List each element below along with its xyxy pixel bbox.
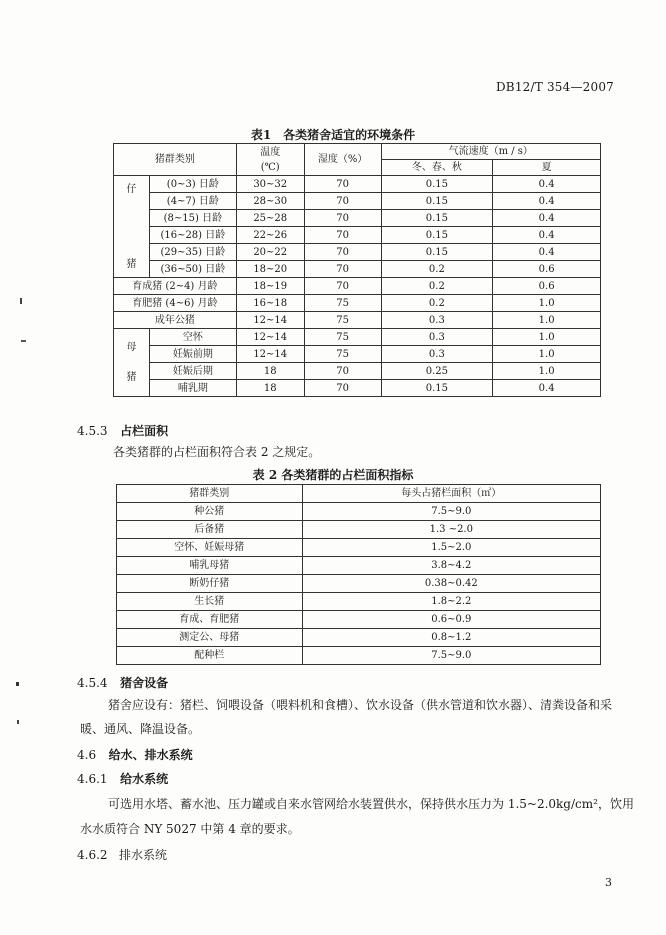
table-row <box>114 261 601 278</box>
row-temp: 12~14 <box>236 312 304 329</box>
table-row <box>114 193 601 210</box>
row-value: 1.5~2.0 <box>302 539 600 557</box>
section-4-5-4-line1: 猪舍应设有：猪栏、饲喂设备（喂料机和食槽）、饮水设备（供水管道和饮水器）、清粪设备和采 <box>108 698 613 712</box>
row-temp: 18~20 <box>236 261 304 278</box>
row-airflow-summer: 0.4 <box>493 210 601 227</box>
section-title: 给水系统 <box>120 772 169 786</box>
area-rows <box>117 503 601 665</box>
row-value: 0.6~0.9 <box>302 611 600 629</box>
table-row <box>114 210 601 227</box>
header-category: 猪群类别 <box>114 144 237 176</box>
row-label: 测定公、母猪 <box>117 629 303 647</box>
row-airflow-summer: 1.0 <box>493 329 601 346</box>
mid-rows <box>114 278 601 329</box>
table-row <box>114 278 601 295</box>
row-value: 1.8~2.2 <box>302 593 600 611</box>
row-temp: 18~19 <box>236 278 304 295</box>
table-row <box>114 363 601 380</box>
sow-rows <box>114 329 601 397</box>
row-airflow-winter: 0.15 <box>381 244 493 261</box>
table-row <box>117 521 601 539</box>
row-airflow-winter: 0.2 <box>381 261 493 278</box>
table-row <box>114 346 601 363</box>
row-label: 种公猪 <box>117 503 303 521</box>
row-label: 生长猪 <box>117 593 303 611</box>
section-4-5-4-line2: 暖、通风、降温设备。 <box>80 722 201 736</box>
row-humidity: 70 <box>304 278 381 295</box>
row-label: 断奶仔猪 <box>117 575 303 593</box>
section-title: 猪舍设备 <box>120 676 169 690</box>
section-4-6-heading <box>77 746 193 763</box>
row-temp: 30~32 <box>236 176 304 193</box>
row-temp: 20~22 <box>236 244 304 261</box>
table-row <box>114 329 601 346</box>
table-row <box>114 380 601 397</box>
row-label: (8~15) 日龄 <box>149 210 236 227</box>
row-humidity: 75 <box>304 312 381 329</box>
row-airflow-winter: 0.3 <box>381 329 493 346</box>
row-label: 后备猪 <box>117 521 303 539</box>
table-row <box>117 539 601 557</box>
row-airflow-summer: 1.0 <box>493 295 601 312</box>
table1-caption: 表1 各类猪舍适宜的环境条件 <box>250 128 416 142</box>
section-4-6-2-heading <box>77 846 167 863</box>
row-value: 1.3 ~2.0 <box>302 521 600 539</box>
piglet-rows <box>114 176 601 278</box>
header-airflow-summer: 夏 <box>493 160 601 176</box>
section-4-5-3-text: 各类猪群的占栏面积符合表 2 之规定。 <box>113 445 321 459</box>
section-number: 4.5.4 <box>77 676 108 690</box>
row-airflow-winter: 0.15 <box>381 193 493 210</box>
row-airflow-winter: 0.3 <box>381 346 493 363</box>
group-char: 仔 <box>126 183 137 195</box>
row-airflow-winter: 0.15 <box>381 380 493 397</box>
table-row <box>117 593 601 611</box>
row-airflow-summer: 0.4 <box>493 227 601 244</box>
row-label: (4~7) 日龄 <box>149 193 236 210</box>
row-airflow-summer: 0.4 <box>493 244 601 261</box>
row-airflow-winter: 0.15 <box>381 227 493 244</box>
header-temp-label: 温度 <box>260 146 281 158</box>
row-label: 育成猪 (2~4) 月龄 <box>114 278 237 295</box>
row-label: 育肥猪 (4~6) 月龄 <box>114 295 237 312</box>
row-temp: 18 <box>236 363 304 380</box>
section-4-5-4-heading <box>77 674 168 691</box>
row-humidity: 70 <box>304 380 381 397</box>
row-temp: 16~18 <box>236 295 304 312</box>
table-row <box>117 647 601 665</box>
group-label-piglet <box>114 176 150 278</box>
row-airflow-winter: 0.25 <box>381 363 493 380</box>
section-4-6-1-line2: 水水质符合 NY 5027 中第 4 章的要求。 <box>80 822 300 836</box>
header-humidity: 湿度（%） <box>304 144 381 176</box>
table-row <box>117 575 601 593</box>
section-number: 4.5.3 <box>77 424 108 438</box>
row-label: 妊娠前期 <box>149 346 236 363</box>
row-airflow-summer: 0.4 <box>493 193 601 210</box>
row-label: 妊娠后期 <box>149 363 236 380</box>
section-number: 4.6 <box>77 748 97 762</box>
row-temp: 22~26 <box>236 227 304 244</box>
group-char: 母 <box>126 342 137 353</box>
group-char: 猪 <box>126 372 137 383</box>
row-airflow-winter: 0.3 <box>381 312 493 329</box>
row-label: 配种栏 <box>117 647 303 665</box>
row-label: (29~35) 日龄 <box>149 244 236 261</box>
row-value: 7.5~9.0 <box>302 503 600 521</box>
section-title: 排水系统 <box>119 848 168 862</box>
table-row <box>117 629 601 647</box>
scan-speck-marks-lower <box>14 680 24 730</box>
table-row <box>117 557 601 575</box>
row-humidity: 75 <box>304 346 381 363</box>
section-number: 4.6.1 <box>77 772 108 786</box>
environment-table <box>113 143 601 397</box>
area-table <box>116 484 601 665</box>
row-airflow-summer: 1.0 <box>493 312 601 329</box>
row-label: (36~50) 日龄 <box>149 261 236 278</box>
table-row <box>117 503 601 521</box>
table-row <box>114 176 601 193</box>
section-4-5-3-heading <box>77 422 168 439</box>
section-4-6-1-line1: 可选用水塔、蓄水池、压力罐或自来水管网给水装置供水，保持供水压力为 1.5~2.0kg/cm²，饮用 <box>108 797 634 811</box>
section-number: 4.6.2 <box>77 848 108 862</box>
header-temp-unit: (℃) <box>260 161 280 173</box>
row-temp: 18 <box>236 380 304 397</box>
row-value: 0.38~0.42 <box>302 575 600 593</box>
table-row <box>114 244 601 261</box>
row-airflow-summer: 1.0 <box>493 363 601 380</box>
header-airflow: 气流速度（m / s） <box>381 144 600 160</box>
row-airflow-winter: 0.2 <box>381 295 493 312</box>
row-temp: 12~14 <box>236 346 304 363</box>
row-value: 0.8~1.2 <box>302 629 600 647</box>
header-airflow-winter: 冬、春、秋 <box>381 160 493 176</box>
row-value: 3.8~4.2 <box>302 557 600 575</box>
table-row <box>114 227 601 244</box>
row-humidity: 70 <box>304 176 381 193</box>
row-airflow-winter: 0.2 <box>381 278 493 295</box>
document-code: DB12/T 354—2007 <box>495 80 614 94</box>
row-humidity: 70 <box>304 244 381 261</box>
section-title: 给水、排水系统 <box>108 748 193 762</box>
table-row <box>114 312 601 329</box>
row-airflow-summer: 0.6 <box>493 278 601 295</box>
row-airflow-summer: 0.6 <box>493 261 601 278</box>
row-label: 成年公猪 <box>114 312 237 329</box>
row-label: 空怀 <box>149 329 236 346</box>
row-humidity: 75 <box>304 295 381 312</box>
scan-speck-marks <box>18 296 32 356</box>
table-row <box>117 611 601 629</box>
row-temp: 28~30 <box>236 193 304 210</box>
header-category: 猪群类别 <box>117 485 303 503</box>
row-label: (16~28) 日龄 <box>149 227 236 244</box>
table-row <box>114 295 601 312</box>
row-airflow-summer: 0.4 <box>493 176 601 193</box>
row-humidity: 70 <box>304 210 381 227</box>
table2-caption: 表 2 各类猪群的占栏面积指标 <box>252 468 414 482</box>
row-humidity: 70 <box>304 261 381 278</box>
row-label: 育成、育肥猪 <box>117 611 303 629</box>
row-label: (0~3) 日龄 <box>149 176 236 193</box>
page-number: 3 <box>605 876 612 889</box>
row-airflow-summer: 0.4 <box>493 380 601 397</box>
row-temp: 25~28 <box>236 210 304 227</box>
row-humidity: 70 <box>304 227 381 244</box>
row-humidity: 75 <box>304 329 381 346</box>
row-label: 哺乳母猪 <box>117 557 303 575</box>
row-temp: 12~14 <box>236 329 304 346</box>
row-airflow-summer: 1.0 <box>493 346 601 363</box>
group-char: 猪 <box>126 258 137 270</box>
section-title: 占栏面积 <box>120 424 169 438</box>
row-airflow-winter: 0.15 <box>381 210 493 227</box>
row-humidity: 70 <box>304 193 381 210</box>
section-4-6-1-heading <box>77 770 168 787</box>
row-label: 空怀、妊娠母猪 <box>117 539 303 557</box>
row-airflow-winter: 0.15 <box>381 176 493 193</box>
header-temp <box>236 144 304 176</box>
row-value: 7.5~9.0 <box>302 647 600 665</box>
header-area: 每头占猪栏面积（㎡） <box>302 485 600 503</box>
row-label: 哺乳期 <box>149 380 236 397</box>
group-label-sow <box>114 329 150 397</box>
row-humidity: 70 <box>304 363 381 380</box>
